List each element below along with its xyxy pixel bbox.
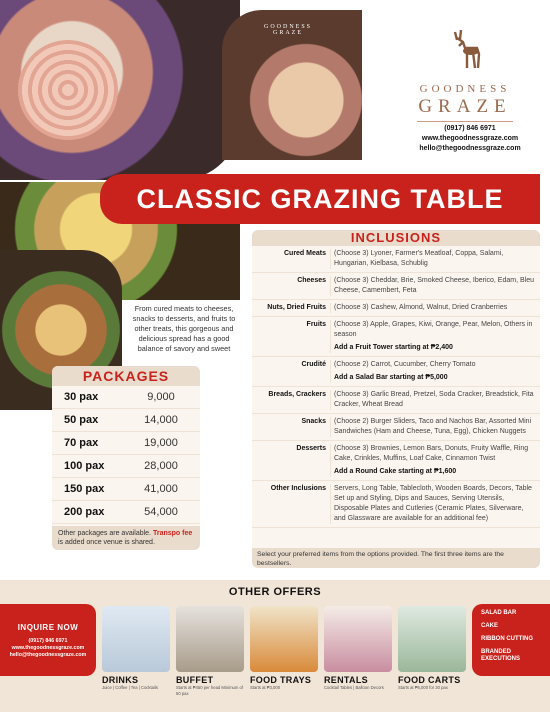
inclusions-panel xyxy=(252,230,540,568)
inclusion-addon: Add a Round Cake starting at ₱1,600 xyxy=(334,468,457,475)
inclusion-value: (Choose 3) Cheddar, Brie, Smoked Cheese, Iberico, Edam, Bleu Cheese, Camembert, Feta xyxy=(330,276,540,296)
inclusion-label: Fruits xyxy=(306,321,326,328)
inclusion-row xyxy=(252,317,540,357)
offer-name: BUFFET xyxy=(176,675,214,685)
inclusion-label: Desserts xyxy=(296,445,326,452)
offer-card[interactable] xyxy=(324,606,392,691)
package-pax: 30 pax xyxy=(64,391,99,403)
package-row xyxy=(52,455,200,478)
offer-photo xyxy=(176,606,244,672)
inquire-contact: (0917) 846 6971 www.thegoodnessgraze.com hello@thegoodnessgraze.com xyxy=(9,638,87,658)
cured-meats-photo xyxy=(0,0,240,180)
inclusion-row xyxy=(252,387,540,414)
title-banner xyxy=(100,174,540,224)
inclusion-label: Other Inclusions xyxy=(270,485,326,492)
inclusion-value: (Choose 3) Brownies, Lemon Bars, Donuts, Fruity Waffle, Ring Cake, Crinkles, Muffins, Loaf Cake, Cinnamon Twist Add a Round Cake starting at ₱1,600 xyxy=(330,444,540,477)
package-price: 54,000 xyxy=(144,506,178,518)
inclusion-label: Crudité xyxy=(301,361,326,368)
packages-panel xyxy=(52,366,200,550)
offer-name: FOOD TRAYS xyxy=(250,675,312,685)
side-offer-item: RIBBON CUTTING xyxy=(481,636,533,642)
inclusion-label: Breads, Crackers xyxy=(268,391,326,398)
inclusion-addon: Add a Salad Bar starting at ₱5,000 xyxy=(334,374,448,381)
package-pax: 200 pax xyxy=(64,506,105,518)
package-row xyxy=(52,432,200,455)
package-row xyxy=(52,386,200,409)
offer-photo xyxy=(250,606,318,672)
offer-name: RENTALS xyxy=(324,675,368,685)
offer-card[interactable] xyxy=(250,606,318,691)
side-offer-item: SALAD BAR xyxy=(481,610,517,616)
package-price: 19,000 xyxy=(144,437,178,449)
offer-photo xyxy=(324,606,392,672)
package-price: 9,000 xyxy=(147,391,175,403)
package-pax: 50 pax xyxy=(64,414,99,426)
inclusion-value: Servers, Long Table, Tablecloth, Wooden Boards, Decors, Table Set up and Styling, Dips and Sauces, Serving Utensils, Disposable Plates and Cutleries (Ceramic Plates, Silverware, and Glassware are available for an additional fee) xyxy=(330,484,540,524)
offer-sub: Juice | Coffee | Tea | Cocktails xyxy=(102,685,158,690)
deer-icon xyxy=(445,28,485,74)
inclusion-addon: Add a Fruit Tower starting at ₱2,400 xyxy=(334,344,453,351)
inclusion-label: Snacks xyxy=(301,418,326,425)
inclusion-label: Cured Meats xyxy=(283,250,326,257)
packages-note: Other packages are available. Transpo fee is added once venue is shared. xyxy=(52,526,200,550)
offer-sub: Starts at ₱450 per head Minimum of 50 pax xyxy=(176,685,244,696)
inclusion-row xyxy=(252,441,540,481)
description: From cured meats to cheeses, snacks to desserts, and fruits to other treats, this gorgeous and delicious spread has a good balance of savory and sweet xyxy=(132,304,236,353)
inclusion-row xyxy=(252,246,540,273)
offer-card[interactable] xyxy=(398,606,466,691)
contact-web[interactable]: www.thegoodnessgraze.com xyxy=(421,135,519,142)
inclusion-value: (Choose 3) Garlic Bread, Pretzel, Soda Cracker, Breadstick, Fita Cracker, Wheat Bread xyxy=(330,390,540,410)
inclusion-value: (Choose 3) Cashew, Almond, Walnut, Dried Cranberries xyxy=(330,303,540,313)
brand-line2: GRAZE xyxy=(418,96,512,117)
brand-line1: GOODNESS xyxy=(419,83,511,95)
packages-heading: PACKAGES xyxy=(52,366,200,386)
inclusion-label: Nuts, Dried Fruits xyxy=(267,304,326,311)
inquire-title: INQUIRE NOW xyxy=(17,623,79,632)
contact-phone: (0917) 846 6971 xyxy=(444,125,496,132)
photo-sign: GOODNESS GRAZE xyxy=(263,24,312,36)
page-title: CLASSIC GRAZING TABLE xyxy=(136,183,504,214)
side-offer-item: BRANDED EXECUTIONS xyxy=(481,649,521,662)
package-row xyxy=(52,501,200,524)
offer-card[interactable] xyxy=(102,606,170,691)
inclusion-row xyxy=(252,273,540,300)
package-row xyxy=(52,478,200,501)
desserts-photo xyxy=(222,10,362,160)
offer-sub: Starts at ₱6,000 for 30 pax xyxy=(398,685,448,690)
offer-photo xyxy=(102,606,170,672)
offer-card[interactable] xyxy=(176,606,244,697)
inclusion-row xyxy=(252,414,540,441)
package-pax: 150 pax xyxy=(64,483,105,495)
offer-photo xyxy=(398,606,466,672)
inclusion-value: (Choose 2) Burger Sliders, Taco and Nachos Bar, Assorted Mini Sandwiches (Ham and Cheese, Tuna, Egg), Chicken Nuggets xyxy=(330,417,540,437)
inclusions-heading: INCLUSIONS xyxy=(252,230,540,246)
offer-name: DRINKS xyxy=(102,675,139,685)
contact-email[interactable]: hello@thegoodnessgraze.com xyxy=(419,145,521,152)
package-pax: 70 pax xyxy=(64,437,99,449)
package-pax: 100 pax xyxy=(64,460,105,472)
inclusion-row xyxy=(252,300,540,317)
package-price: 14,000 xyxy=(144,414,178,426)
offers-heading: OTHER OFFERS xyxy=(228,586,322,598)
inclusions-footer: Select your preferred items from the options provided. The first three items are the bestsellers. xyxy=(252,548,540,568)
offer-sub: Starts at ₱3,000 xyxy=(250,685,281,690)
other-offers-section xyxy=(0,580,550,712)
inquire-box[interactable] xyxy=(0,604,96,676)
brand-logo xyxy=(405,28,525,122)
side-offer-item: CAKE xyxy=(481,623,499,629)
inclusion-row xyxy=(252,481,540,528)
offer-name: FOOD CARTS xyxy=(398,675,461,685)
inclusion-row xyxy=(252,357,540,387)
inclusion-value: (Choose 3) Apple, Grapes, Kiwi, Orange, Pear, Melon, Others in season Add a Fruit Tower starting at ₱2,400 xyxy=(330,320,540,353)
inclusion-value: (Choose 2) Carrot, Cucumber, Cherry Tomato Add a Salad Bar starting at ₱5,000 xyxy=(330,360,540,383)
side-offers xyxy=(472,604,550,676)
package-price: 28,000 xyxy=(144,460,178,472)
offer-sub: Cocktail Tables | Balloon Decors xyxy=(324,685,384,690)
package-price: 41,000 xyxy=(144,483,178,495)
inclusion-value: (Choose 3) Lyoner, Farmer's Meatloaf, Coppa, Salami, Hungarian, Kielbasa, Schublig xyxy=(330,249,540,269)
contact-block xyxy=(395,124,545,154)
package-row xyxy=(52,409,200,432)
inclusion-label: Cheeses xyxy=(297,277,326,284)
